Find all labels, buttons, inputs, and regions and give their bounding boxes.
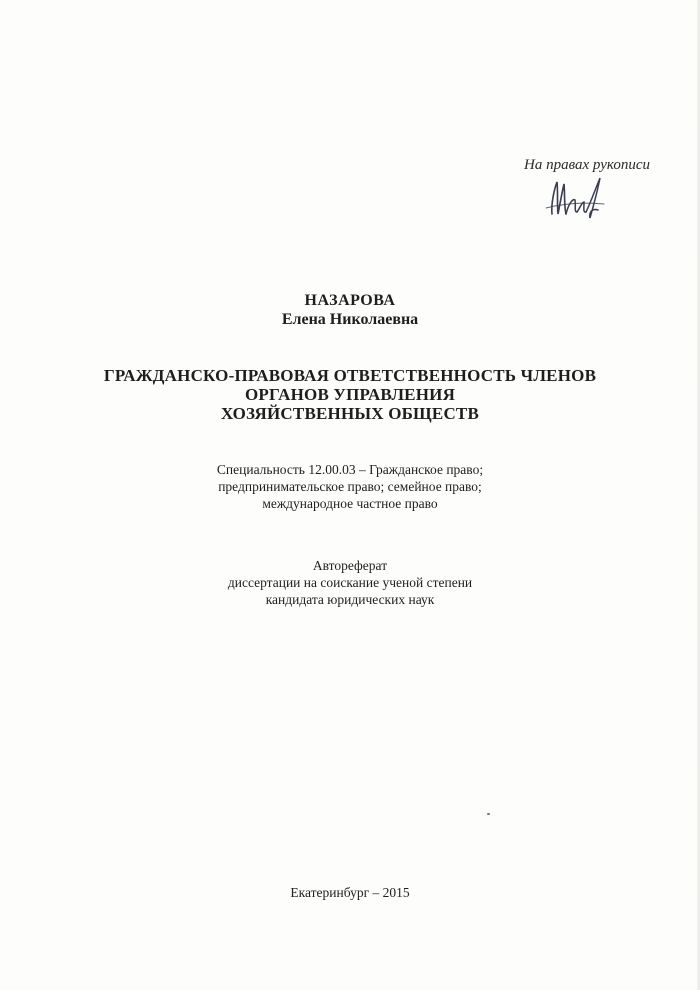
title-line: ОРГАНОВ УПРАВЛЕНИЯ xyxy=(244,385,456,404)
author-surname: НАЗАРОВА xyxy=(304,292,396,309)
specialty-block xyxy=(0,461,700,512)
scan-speck xyxy=(487,813,490,815)
dissertation-title xyxy=(0,366,700,423)
author-given-names: Елена Николаевна xyxy=(281,311,419,328)
abstract-line: диссертации на соискание ученой степени xyxy=(227,575,473,590)
abstract-block xyxy=(0,557,700,608)
abstract-line: Автореферат xyxy=(312,558,388,573)
abstract-line: кандидата юридических наук xyxy=(265,592,435,607)
specialty-line: предпринимательское право; семейное право; xyxy=(218,479,482,494)
specialty-line: Специальность 12.00.03 – Гражданское право; xyxy=(216,462,484,477)
city-year: Екатеринбург – 2015 xyxy=(290,885,410,900)
specialty-line: международное частное право xyxy=(262,496,438,511)
handwritten-signature xyxy=(542,168,606,222)
title-line: ХОЗЯЙСТВЕННЫХ ОБЩЕСТВ xyxy=(220,404,480,423)
title-line: ГРАЖДАНСКО-ПРАВОВАЯ ОТВЕТСТВЕННОСТЬ ЧЛЕНОВ xyxy=(103,366,597,385)
manuscript-note: На правах рукописи xyxy=(524,157,650,173)
